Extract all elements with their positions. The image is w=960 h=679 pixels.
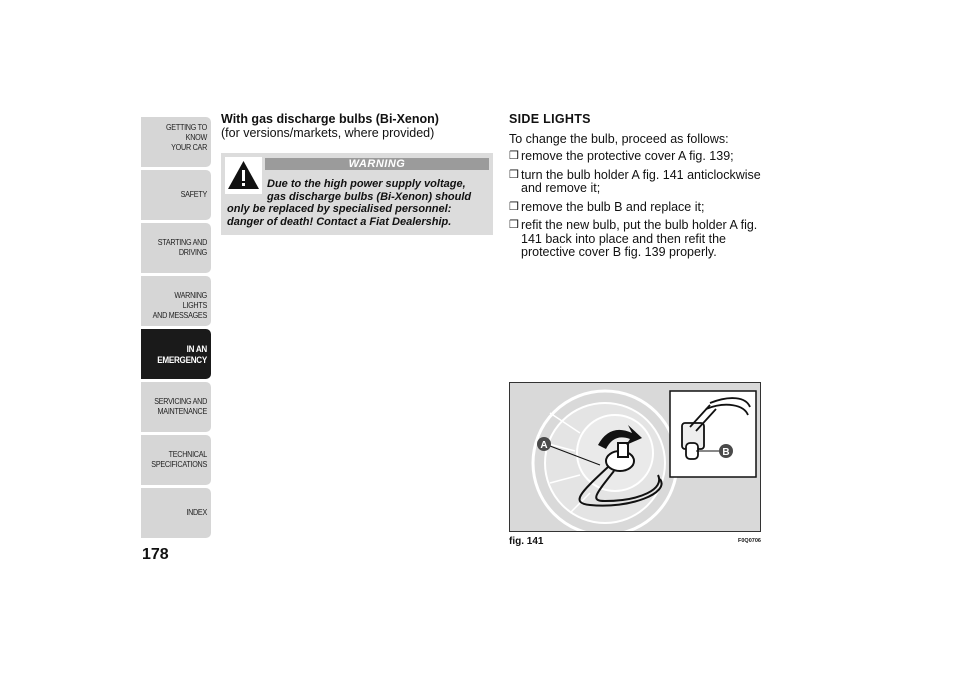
right-column: [509, 112, 779, 265]
list-item: [509, 201, 779, 215]
tab-safety[interactable]: [141, 170, 211, 220]
warning-line: only be replaced by specialised personnel:: [227, 203, 452, 215]
section-heading-side-lights: SIDE LIGHTS: [509, 112, 591, 126]
tab-label: INDEX: [186, 508, 207, 517]
left-column: [221, 112, 493, 140]
tab-index[interactable]: [141, 488, 211, 538]
tab-label: WARNING LIGHTS AND MESSAGES: [152, 291, 207, 320]
figure-code: F0Q0706: [738, 538, 761, 544]
checkbox-bullet-icon: ❒: [509, 150, 519, 162]
tab-starting-and-driving[interactable]: [141, 223, 211, 273]
section-subheading: (for versions/markets, where provided): [221, 126, 435, 140]
step-text: remove the protective cover A fig. 139;: [521, 149, 734, 163]
tab-label: IN AN EMERGENCY: [157, 344, 207, 365]
tab-getting-to-know-your-car[interactable]: [141, 117, 211, 167]
figure-illustration: [510, 383, 761, 532]
warning-line: gas discharge bulbs (Bi-Xenon) should: [267, 190, 472, 203]
tab-label: GETTING TO KNOW YOUR CAR: [165, 123, 207, 152]
tab-warning-lights-and-messages[interactable]: [141, 276, 211, 326]
warning-line: Due to the high power supply voltage,: [267, 178, 466, 190]
tab-label: STARTING AND DRIVING: [157, 238, 207, 257]
tab-label: SAFETY: [180, 190, 207, 199]
warning-box: [221, 153, 493, 235]
figure-side-light-bulb: [509, 382, 761, 532]
page-number: 178: [142, 546, 169, 563]
section-heading-gas-discharge: With gas discharge bulbs (Bi-Xenon): [221, 112, 439, 126]
list-item: [509, 219, 779, 260]
warning-line: danger of death! Contact a Fiat Dealership.: [227, 215, 452, 228]
list-item: [509, 169, 779, 196]
tab-label: TECHNICAL SPECIFICATIONS: [151, 450, 207, 469]
warning-text: [227, 178, 489, 228]
tab-in-an-emergency[interactable]: [141, 329, 211, 379]
list-item: [509, 150, 779, 164]
checkbox-bullet-icon: ❒: [509, 219, 519, 231]
tab-servicing-and-maintenance[interactable]: [141, 382, 211, 432]
step-text: turn the bulb holder A fig. 141 anticlockwise and remove it;: [521, 167, 761, 195]
tab-technical-specifications[interactable]: [141, 435, 211, 485]
callout-a: A: [540, 440, 548, 451]
checkbox-bullet-icon: ❒: [509, 200, 519, 213]
steps-list: [509, 150, 779, 260]
step-text: remove the bulb B and replace it;: [521, 199, 705, 214]
step-text: refit the new bulb, put the bulb holder A fig. 141 back into place and then refit the protective cover B fig. 139 properly.: [521, 218, 758, 259]
warning-title: WARNING: [265, 158, 489, 170]
callout-b: B: [722, 447, 730, 458]
checkbox-bullet-icon: ❒: [509, 168, 519, 181]
figure-caption: fig. 141: [509, 536, 544, 547]
tab-label: SERVICING AND MAINTENANCE: [154, 397, 207, 416]
intro-text: To change the bulb, proceed as follows:: [509, 132, 729, 146]
